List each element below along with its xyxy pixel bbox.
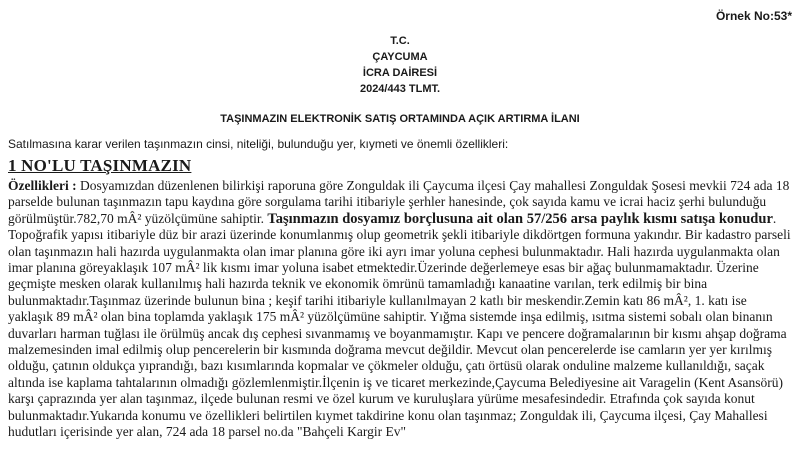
announcement-title: TAŞINMAZIN ELEKTRONİK SATIŞ ORTAMINDA AÇIK ARTIRMA İLANI <box>220 113 580 125</box>
header-line-city: ÇAYCUMA <box>372 51 428 63</box>
property-description <box>8 178 794 441</box>
header-line-tc: T.C. <box>390 35 410 47</box>
section-title: 1 NO'LU TAŞINMAZIN <box>8 156 192 175</box>
header-line-file-number: 2024/443 TLMT. <box>359 83 441 95</box>
header-block <box>0 33 800 97</box>
features-label: Özellikleri : <box>8 178 77 193</box>
description-part-1: Dosyamızdan düzenlenen bilirkişi raporuna göre Zonguldak ili Çaycuma ilçesi Çay mahallesi Zonguldak Şosesi mevkii 724 ada 18 parselde bulunan taşınmazın tapu kaydına göre sorgulama tarihi itibariyle şerhler hanesinde, çok sayıda kamu ve icrai haciz şerhi bulunduğu görülmüştür.782,70 mÂ² yüzölçümüne sahiptir. <box>8 178 790 226</box>
header-line-office: İCRA DAİRESİ <box>362 67 438 79</box>
ornek-number: Örnek No:53* <box>715 9 792 23</box>
description-bold-share: Taşınmazın dosyamız borçlusuna ait olan 57/256 arsa paylık kısmı satışa konudur <box>267 210 773 227</box>
intro-text: Satılmasına karar verilen taşınmazın cinsi, niteliği, bulunduğu yer, kıymeti ve önemli özellikleri: <box>8 137 509 151</box>
description-part-2: . Topoğrafik yapısı itibariyle düz bir arazi üzerinde konumlanmış olup geometrik şekli itibariyle dikdörtgen formuna yakındır. Bir kadastro parseli olan taşınmazın hali hazırda uygulanmakta olan imar planına göre iki ayrı imar yoluna cephesi bulunmaktadır. Hali hazırda uygulanmakta olan imar planına göreyaklaşık 107 mÂ² lik kısmı imar yoluna isabet etmektedir.Üzerinde değerlemeye esas bir ağaç bulunmamaktadır. Üzerine geçmişte mesken olarak kullanılmış hali hazırda teknik ve ekonomik ömrünü tamamladığı kanaatine varılan, terk edilmiş bir bina bulunmaktadır.Taşınmaz üzerinde bulunun bina ; keşif tarihi itibariyle kullanılmayan 2 katlı bir meskendir.Zemin katı 86 mÂ², 1. katı ise yaklaşık 89 mÂ² olan bina toplamda yaklaşık 175 mÂ² yüzölçümüne sahiptir. Yığma sistemde inşa edilmiş, ısıtma sistemi sobalı olan binanın duvarları harman tuğlası ile örülmüş ancak dış cephesi sıvanmamış ve boyanmamıştır. Kapı ve pencere doğramalarının bir kısmı ahşap doğrama malzemesinden imal edilmiş olup pencerelerin bir kısmında doğrama mevcut değildir. Mevcut olan pencerelerde ise camların yer yer kırılmış olduğu, çatının oldukça yıprandığı, bazı kısımlarında kopmalar ve çökmeler olduğu, çatı örtüsü olarak onduline malzeme kullanıldığı, saçak altında ise kaplama tahtalarının olmadığı gözlemlenmiştir.İlçenin iş ve ticaret merkezinde,Çaycuma Belediyesine ait Varagelin (Kent Asansörü) karşı çaprazında yer alan taşınmaz, ilçede bulunan resmi ve özel kurum ve kuruluşlara yürüme mesafesindedir. Etrafında çok sayıda konut bulunmaktadır.Yukarıda konumu ve özellikleri belirtilen kıymet takdirine konu olan taşınmaz; Zonguldak ili, Çaycuma ilçesi, Çay Mahallesi hudutları içerisinde yer alan, 724 ada 18 parsel no.da "Bahçeli Kargir Ev" <box>8 210 791 440</box>
